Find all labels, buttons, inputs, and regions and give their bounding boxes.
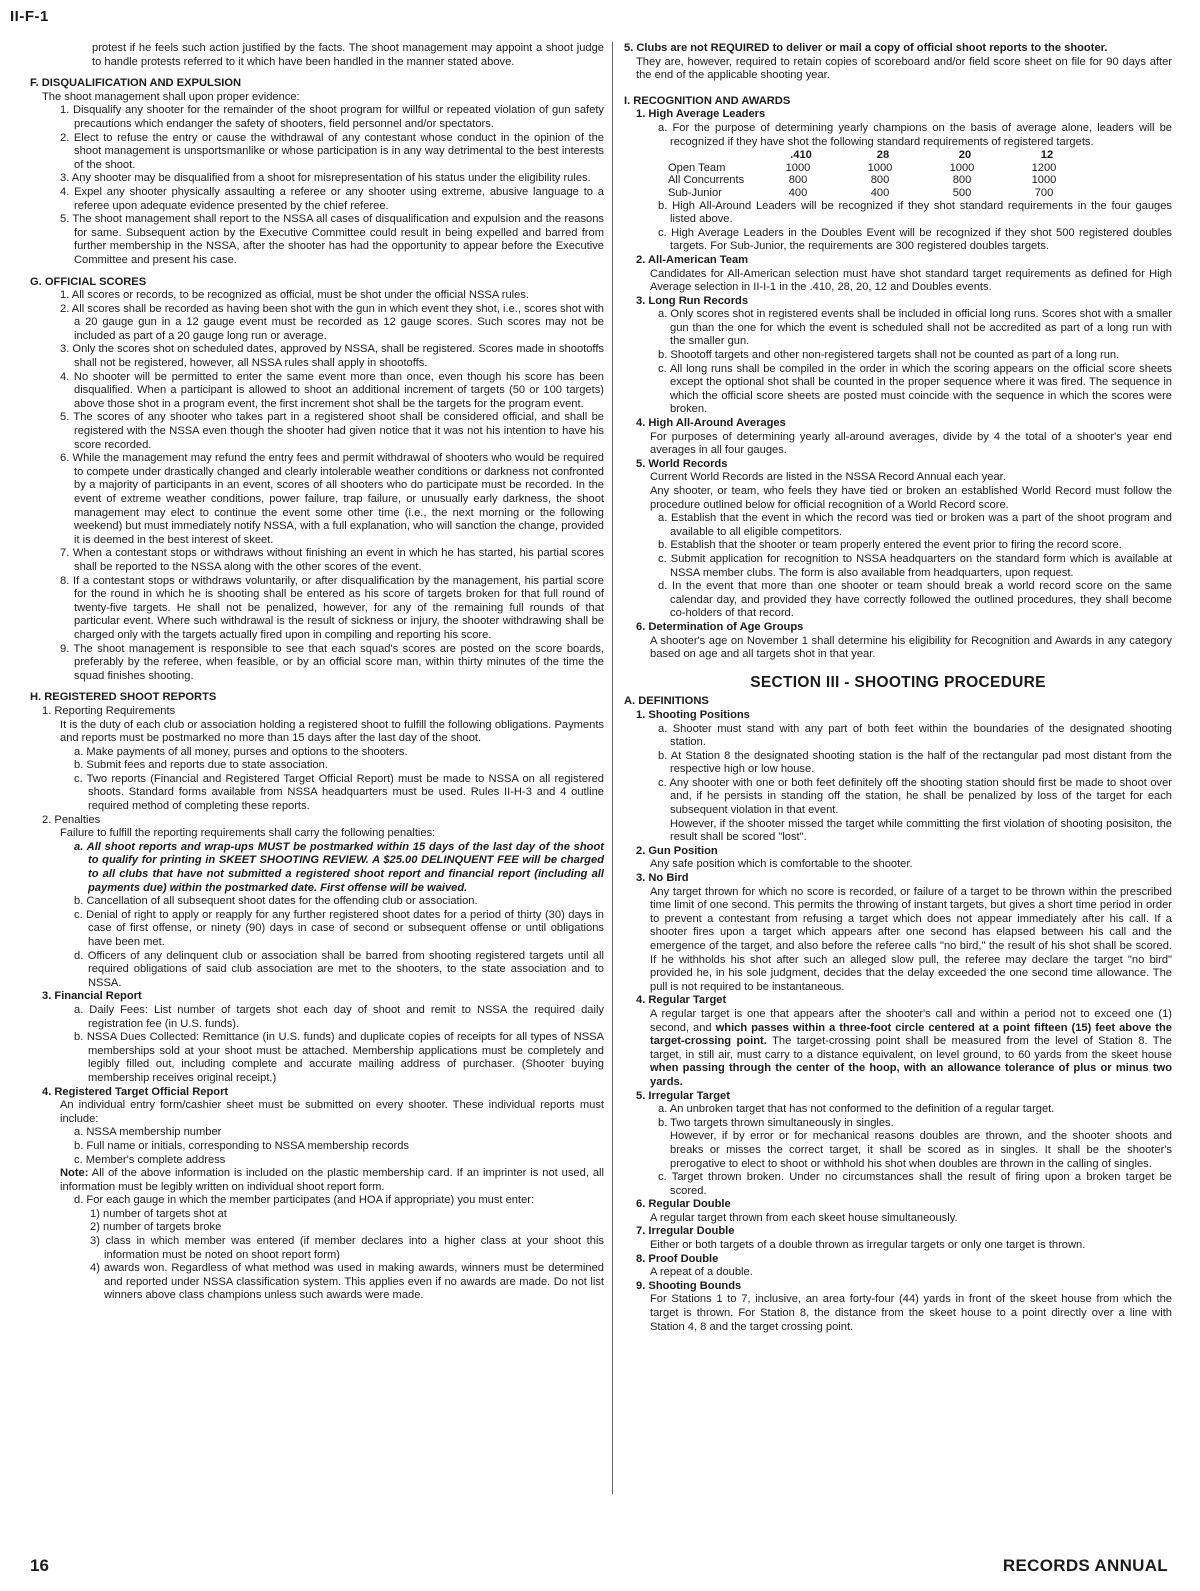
list-item: 8. If a contestant stops or withdraws voluntarily, or after disqualification by the management, his partial score for the round in which he is shooting shall be entered as his score of targets broken for that full round of twenty-five targets. He shall not be penalized, however, for any of the remaining full rounds of that particular event. Where such withdrawal is the result of sickness or injury, the shooter withdrawing shall be charged only with the targets actually fired upon in compiling and reporting his score. [60,574,604,641]
table-cell: 1000 [1031,174,1057,187]
list-item: b. Two targets thrown simultaneously in singles. [658,1116,894,1129]
table-cell: 800 [870,174,890,187]
h1-title: 1. Reporting Requirements [42,704,176,717]
d5-b-continuation: However, if by error or for mechanical reasons doubles are thrown, and the shooter shoots and breaks or misses the correct target, it shall be scored as in singles. It shall be the shooter's prerogative to elect to shoot or withhold his shot when doubles are thrown in the calling of singles. [670,1130,1172,1170]
d3-body: Any target thrown for which no score is recorded, or failure of a target to be thrown within the prescribed time limit of one second. This permits the throwing of instant targets, but gives a short time period in order to prevent a contestant from refusing a target which does not appear immediately after his call. If a shooter fires upon a target which appears after one second has elapsed between his call and the emergence of the target, and also before the referee calls "no bird," the result of his shot shall be scored. If he withholds his shot after such an alleged slow pull, the referee may declare the target "no bird" provided he, in his sole judgment, decides that the delay exceeded the one second time allowance. The pull is not required to be instantaneous. [650,885,1172,993]
d2-title: 2. Gun Position [636,844,718,857]
list-item: b. Cancellation of all subsequent shoot dates for the offending club or association. [74,895,478,908]
d1-title: 1. Shooting Positions [636,708,750,721]
i6-body: A shooter's age on November 1 shall determine his eligibility for Recognition and Awards in any category based on age and all targets shot in that year. [650,634,1172,661]
i3-title: 3. Long Run Records [636,294,749,307]
d4-bold-1: which passes within a three-foot circle centered at a point fifteen (15) feet above the target-crossing point. [650,1021,1172,1048]
table-header-row [668,149,1088,162]
table-cell: 1000 [867,161,893,174]
note-label: Note: [60,1167,89,1180]
table-cell: 800 [788,174,808,187]
list-item: b. High All-Around Leaders will be recognized if they shot standard requirements in the four gauges listed above. [658,199,1172,226]
footer-title: RECORDS ANNUAL [1002,1556,1168,1575]
table-cell: 1200 [1031,161,1057,174]
list-item: a. Establish that the event in which the record was tied or broken was a part of the shoot program and available to all eligible competitors. [658,512,1172,538]
h2-title: 2. Penalties [42,813,101,826]
list-item: 5. The scores of any shooter who takes part in a registered shoot shall be considered official, and shall be registered with the NSSA even though the shooter had given notice that it was not his intention to have his score recorded. [60,411,604,451]
definitions-title: A. DEFINITIONS [624,695,709,708]
note-text: All of the above information is included on the plastic membership card. If an imprinter is not used, all information must be legibly written on individual shoot report form. [60,1167,604,1193]
table-cell: 500 [952,186,972,199]
i1-title: 1. High Average Leaders [636,108,766,121]
table-cell: 400 [788,186,808,199]
d6-body: A regular target thrown from each skeet house simultaneously. [650,1211,958,1224]
list-item: a. Daily Fees: List number of targets shot each day of shoot and remit to NSSA the required daily registration fee (in U.S. funds). [74,1003,604,1030]
d9-title: 9. Shooting Bounds [636,1279,742,1292]
list-item: b. Submit fees and reports due to state association. [74,759,328,772]
h4-note [30,1167,604,1194]
section-f-list [30,104,604,267]
table-header: 28 [876,149,890,162]
section-iii-title: SECTION III - SHOOTING PROCEDURE [750,673,1046,691]
d7-body: Either or both targets of a double thrown as irregular targets or only one target is thrown. [650,1239,1086,1252]
i5-title: 5. World Records [636,457,728,470]
d4-title: 4. Regular Target [636,994,727,1007]
list-item: 3) class in which member was entered (if member declares into a higher class at your shoot this information must be noted on shoot report form) [90,1235,604,1261]
list-item: b. Full name or initials, corresponding to NSSA membership records [74,1139,409,1152]
section-f-intro: The shoot management shall upon proper evidence: [42,90,300,103]
table-row [668,174,1088,187]
d4-text-2: The target-crossing point shall be measured from the level of Station 8. The target, in still air, must carry to a distance equivalent, on level ground, to 60 yards from the skeet house [650,1035,1172,1061]
table-row-label: All Concurrents [668,174,745,187]
right-column [624,42,1172,1334]
list-item: 2. All scores shall be recorded as having been shot with the gun in which event they shot, i.e., scores shot with a 20 gauge gun in a 12 gauge event must be recorded as 12 gauge scores. Such scores may not be included as part of a 20 gauge long run or average. [60,302,604,342]
d7-title: 7. Irregular Double [636,1225,735,1238]
h1-body: It is the duty of each club or association holding a registered shoot to fulfill the following obligations. Payments and reports must be postmarked no more than 15 days after the last day of the shoot. [60,718,604,745]
list-item: 2) number of targets broke [90,1221,222,1234]
table-cell: 700 [1034,186,1054,199]
list-item: b. Establish that the shooter or team properly entered the event prior to firing the record score. [658,539,1122,552]
list-item: 3. Any shooter may be disqualified from a shoot for misrepresentation of his status under the eligibility rules. [60,172,591,185]
page-header-code: II-F-1 [10,8,49,25]
item5-body: They are, however, required to retain copies of scoreboard and/or field score sheet on file for 90 days after the end of the applicable shooting year. [636,55,1172,82]
i5-body-1: Current World Records are listed in the NSSA Record Annual each year. [650,471,1006,484]
d3-title: 3. No Bird [636,872,689,885]
section-h-title: H. REGISTERED SHOOT REPORTS [30,691,217,704]
d4-bold-2: when passing through the center of the hoop, with an allowance tolerance of plus or minus two yards. [650,1062,1172,1088]
list-item: 6. While the management may refund the entry fees and permit withdrawal of shooters who would be required to compete under drastically changed and clearly intolerable weather conditions or darkness not confronted by a majority of participants in an event, scores of all shooters who do participate must be recorded. In the event of extreme weather conditions, power failure, trap failure, or unusually early darkness, the shoot management may elect to continue the event some other time (i.e., the next morning or the following weekend) but must immediately notify NSSA, with a full explanation, who will sanction the change, provided it is deemed in the best interest of skeet. [60,452,604,546]
list-item: a. NSSA membership number [74,1126,222,1139]
list-item: 1. Disqualify any shooter for the remainder of the shoot program for willful or repeated violation of gun safety precautions which endanger the safety of shooters, field personnel and/or spectators. [60,104,604,130]
h4-body: An individual entry form/cashier sheet must be submitted on every shooter. These individual reports must include: [60,1099,604,1125]
list-item: c. All long runs shall be compiled in the order in which the scoring appears on the official score sheets except the optional shot shall be counted in the proper sequence where it was fired. The sequence in which the official score sheets are posted must coincide with the sequence in which the scores were broken. [658,362,1172,416]
list-item: 2. Elect to refuse the entry or cause the withdrawal of any contestant whose conduct in the opinion of the shoot management is unsportsmanlike or whose participation is in any way detrimental to the best interests of the shoot. [60,131,604,171]
list-item: a. An unbroken target that has not conformed to the definition of a regular target. [658,1103,1055,1116]
list-item: b. Shootoff targets and other non-registered targets shall not be counted as part of a long run. [658,349,1120,362]
requirements-table [668,149,1088,199]
list-item: 4. Expel any shooter physically assaulting a referee or any shooter using extreme, abusive language to a referee upon adequate evidence presented by the chief referee. [60,185,604,212]
left-column [30,42,604,1303]
table-row [668,187,1088,200]
h2-a-item: a. All shoot reports and wrap-ups MUST be postmarked within 15 days of the last day of the shoot to qualify for printing in SKEET SHOOTING REVIEW. A $25.00 DELINQUENT FEE will be charged to all clubs that have not submitted a registered shoot report and financial report (including all payments due) within the postmarked date. First offense will be waived. [74,840,604,894]
table-header: 20 [958,149,972,162]
table-header: .410 [790,149,812,162]
d4-body [624,1008,1172,1090]
d9-body: For Stations 1 to 7, inclusive, an area forty-four (44) yards in front of the skeet house from which the target is thrown. For Station 8, the distance from the skeet house to a point directly over a line with Station 4, 8 and the target crossing point. [650,1293,1172,1333]
d1-c-continuation: However, if the shooter missed the target while committing the first violation of shooting posisiton, the result shall be scored "lost". [670,817,1172,844]
i2-body: Candidates for All-American selection must have shot standard target requirements as defined for High Average selection in II-I-1 in the .410, 28, 20, 12 and Doubles events. [650,267,1172,294]
list-item: 4. No shooter will be permitted to enter the same event more than once, even though his score has been disqualified. When a participant is allowed to shoot an additional increment of targets (50 or 100 targets) above those shot in a program event, the first increment shot shall be the targets for the program event. [60,370,604,410]
list-item: c. Target thrown broken. Under no circumstances shall the result of firing upon a broken target be scored. [658,1171,1172,1197]
h2-body: Failure to fulfill the reporting requirements shall carry the following penalties: [60,827,436,840]
list-item: d. In the event that more than one shooter or team should break a world record score on the same calendar day, and provided they have correctly followed the outlined procedures, they shall become co-holders of that record. [658,580,1172,620]
h4-d-item: d. For each gauge in which the member participates (and HOA if appropriate) you must enter: [74,1194,535,1207]
list-item: 7. When a contestant stops or withdraws without finishing an event in which he has started, his partial scores shall be reported to the NSSA along with the other scores of the event. [60,547,604,573]
intro-paragraph: protest if he feels such action justified by the facts. The shoot management may appoint a shoot judge to handle protests referred to it which have been handled in the manner stated above. [92,42,604,68]
d2-body: Any safe position which is comfortable to the shooter. [650,858,913,871]
list-item: c. Member's complete address [74,1153,226,1166]
list-item: 9. The shoot management is responsible to see that each squad's scores are posted on the score boards, preferably by the referee, when feasible, or by an official score man, within thirty minutes of the time the squad finishes shooting. [60,642,604,682]
section-g-title: G. OFFICIAL SCORES [30,275,147,288]
d6-title: 6. Regular Double [636,1198,731,1211]
page-number: 16 [30,1556,49,1575]
h3-title: 3. Financial Report [42,990,142,1003]
list-item: 5. The shoot management shall report to the NSSA all cases of disqualification and expulsion and the reasons for same. Subsequent action by the Executive Committee could result in being expelled and barred from further membership in the NSSA, after the shooter has had the opportunity to appear before the Executive Committee and present his case. [60,213,604,266]
list-item: a. Only scores shot in registered events shall be included in official long runs. Scores shot with a smaller gun than the one for which the event is scheduled shall not be accredited as part of a long run with the smaller gun. [658,308,1172,348]
d8-body: A repeat of a double. [650,1266,753,1279]
list-item: 3. Only the scores shot on scheduled dates, approved by NSSA, shall be registered. Scores made in shootoffs shall not be registered, however, all NSSA rules shall apply in shootoffs. [60,343,604,370]
list-item: c. Two reports (Financial and Registered Target Official Report) must be made to NSSA on all registered shoots. Standard forms available from NSSA headquarters must be used. Rules II-H-3 and 4 outline required method of completing these reports. [74,772,604,813]
list-item: c. Submit application for recognition to NSSA headquarters on the standard form which is available at NSSA member clubs. The form is also available from headquarters, upon request. [658,552,1172,579]
list-item: 4) awards won. Regardless of what method was used in making awards, winners must be determined and reported under NSSA classification system. This applies even if no awards are made. Do not list winners above class champions unless such awards were made. [90,1262,604,1302]
i6-title: 6. Determination of Age Groups [636,620,804,633]
list-item: a. Make payments of all money, purses and options to the shooters. [74,745,408,758]
list-item: d. Officers of any delinquent club or association shall be barred from shooting registered targets until all required obligations of said club association are met to the shooters, to the state association and to NSSA. [74,949,604,989]
table-cell: 800 [952,174,972,187]
d4-text-1: A regular target is one that appears after the shooter's call and within a period not to exceed one (1) second, and [650,1007,1172,1034]
i4-title: 4. High All-Around Averages [636,417,786,430]
i2-title: 2. All-American Team [636,253,749,266]
section-g-list [30,289,604,683]
list-item: b. At Station 8 the designated shooting station is the half of the rectangular pad most distant from the respective high or low house. [658,749,1172,776]
item5-title: 5. Clubs are not REQUIRED to deliver or mail a copy of official shoot reports to the shooter. [624,42,1108,54]
i5-body-2: Any shooter, or team, who feels they have tied or broken an established World Record must follow the procedure outlined below for official recognition of a World Record score. [650,485,1172,511]
list-item: 1. All scores or records, to be recognized as official, must be shot under the official NSSA rules. [60,289,529,302]
table-cell: 400 [870,186,890,199]
list-item: c. Any shooter with one or both feet definitely off the shooting station should first be made to shoot over and, if he persists in standing off the station, he shall be penalized by loss of the target for each subsequent violation in that event. [658,776,1172,817]
i1-a-item: a. For the purpose of determining yearly champions on the basis of average alone, leaders will be recognized if they have shot the following standard requirements of registered targets. [658,121,1172,148]
table-header: 12 [1040,149,1054,162]
table-cell: 1000 [785,161,811,174]
table-cell: 1000 [949,161,975,174]
section-f-title: F. DISQUALIFICATION AND EXPULSION [30,77,242,90]
d5-title: 5. Irregular Target [636,1089,730,1102]
list-item: b. NSSA Dues Collected: Remittance (in U.S. funds) and duplicate copies of receipts for all types of NSSA memberships sold at your shoot must be attached. Membership applications must be completely and legibly filled out, including complete and accurate mailing address of purchaser. (Shooter buying membership receives original receipt.) [74,1031,604,1084]
table-row-label: Open Team [668,161,726,174]
h4-title: 4. Registered Target Official Report [42,1085,229,1098]
list-item: c. Denial of right to apply or reapply for any further registered shoot dates for a period of thirty (30) days in case of first offense, or ninety (90) days in case of second or subsequent offense or until obligations have been met. [74,908,604,948]
list-item: c. High Average Leaders in the Doubles Event will be recognized if they shot 500 registered doubles targets. For Sub-Junior, the requirements are 300 registered doubles targets. [658,226,1172,253]
list-item: 1) number of targets shot at [90,1207,227,1220]
d8-title: 8. Proof Double [636,1252,719,1265]
i4-body: For purposes of determining yearly all-around averages, divide by 4 the total of a shooter's year end averages in all four gauges. [650,430,1172,457]
section-i-title: I. RECOGNITION AND AWARDS [624,94,791,107]
table-row-label: Sub-Junior [668,186,722,199]
table-row [668,162,1088,175]
list-item: a. Shooter must stand with any part of both feet within the boundaries of the designated shooting station. [658,722,1172,749]
column-divider [612,42,613,1494]
